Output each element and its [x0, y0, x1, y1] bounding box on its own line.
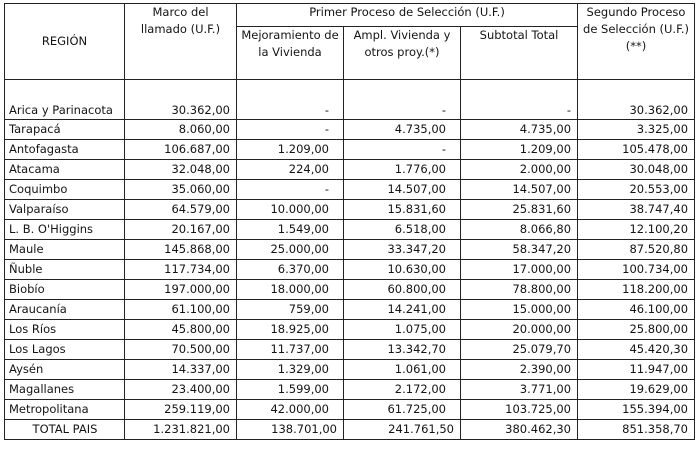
cell-subtotal: 17.000,00: [461, 260, 578, 280]
cell-marco: 61.100,00: [125, 300, 237, 320]
cell-region: Ñuble: [5, 260, 125, 280]
cell-marco: 106.687,00: [125, 140, 237, 160]
cell-mejoramiento: 42.000,00: [237, 400, 344, 420]
cell-region: Valparaíso: [5, 200, 125, 220]
cell-mejoramiento: 1.329,00: [237, 360, 344, 380]
cell-subtotal: 103.725,00: [461, 400, 578, 420]
table-row: [5, 180, 695, 200]
table-row: [5, 120, 695, 140]
table-wrapper: [4, 3, 694, 440]
table-row: [5, 140, 695, 160]
cell-mejoramiento: 224,00: [237, 160, 344, 180]
cell-mejoramiento: 18.925,00: [237, 320, 344, 340]
cell-ampliacion: 33.347,20: [344, 240, 461, 260]
table-row: [5, 320, 695, 340]
table-header: [5, 4, 695, 80]
cell-region: Los Ríos: [5, 320, 125, 340]
cell-subtotal: 58.347,20: [461, 240, 578, 260]
table-row: [5, 80, 695, 120]
cell-region: Atacama: [5, 160, 125, 180]
header-mejoramiento: Mejoramiento de la Vivienda: [237, 27, 344, 80]
cell-marco: 70.500,00: [125, 340, 237, 360]
cell-segundo: 12.100,20: [578, 220, 695, 240]
cell-mejoramiento: 759,00: [237, 300, 344, 320]
cell-region: L. B. O'Higgins: [5, 220, 125, 240]
cell-subtotal: 15.000,00: [461, 300, 578, 320]
cell-marco: 145.868,00: [125, 240, 237, 260]
cell-subtotal: 380.462,30: [461, 420, 578, 440]
header-marco: Marco del llamado (U.F.): [125, 4, 237, 80]
table-row: [5, 360, 695, 380]
cell-mejoramiento: 11.737,00: [237, 340, 344, 360]
cell-mejoramiento: -: [237, 120, 344, 140]
cell-segundo: 19.629,00: [578, 380, 695, 400]
cell-marco: 30.362,00: [125, 80, 237, 120]
cell-subtotal: -: [461, 80, 578, 120]
cell-segundo: 30.362,00: [578, 80, 695, 120]
header-ampliacion: Ampl. Vivienda y otros proy.(*): [344, 27, 461, 80]
cell-mejoramiento: 1.209,00: [237, 140, 344, 160]
cell-subtotal: 4.735,00: [461, 120, 578, 140]
cell-region: Maule: [5, 240, 125, 260]
cell-subtotal: 2.000,00: [461, 160, 578, 180]
cell-marco: 32.048,00: [125, 160, 237, 180]
cell-marco: 20.167,00: [125, 220, 237, 240]
cell-mejoramiento: 10.000,00: [237, 200, 344, 220]
cell-segundo: 20.553,00: [578, 180, 695, 200]
cell-region: Los Lagos: [5, 340, 125, 360]
cell-segundo: 118.200,00: [578, 280, 695, 300]
cell-mejoramiento: 1.549,00: [237, 220, 344, 240]
cell-mejoramiento: -: [237, 180, 344, 200]
cell-ampliacion: 61.725,00: [344, 400, 461, 420]
cell-marco: 117.734,00: [125, 260, 237, 280]
cell-segundo: 155.394,00: [578, 400, 695, 420]
cell-segundo: 3.325,00: [578, 120, 695, 140]
cell-mejoramiento: 18.000,00: [237, 280, 344, 300]
cell-marco: 8.060,00: [125, 120, 237, 140]
cell-region: Biobío: [5, 280, 125, 300]
table-row: [5, 160, 695, 180]
cell-segundo: 87.520,80: [578, 240, 695, 260]
cell-mejoramiento: 138.701,00: [237, 420, 344, 440]
table-row: [5, 200, 695, 220]
cell-subtotal: 78.800,00: [461, 280, 578, 300]
table-body: [5, 80, 695, 440]
cell-ampliacion: 1.061,00: [344, 360, 461, 380]
cell-subtotal: 3.771,00: [461, 380, 578, 400]
cell-ampliacion: 4.735,00: [344, 120, 461, 140]
cell-marco: 14.337,00: [125, 360, 237, 380]
cell-ampliacion: 2.172,00: [344, 380, 461, 400]
cell-segundo: 30.048,00: [578, 160, 695, 180]
cell-marco: 45.800,00: [125, 320, 237, 340]
cell-mejoramiento: 1.599,00: [237, 380, 344, 400]
cell-region: Araucanía: [5, 300, 125, 320]
cell-region: Tarapacá: [5, 120, 125, 140]
cell-mejoramiento: 6.370,00: [237, 260, 344, 280]
cell-marco: 259.119,00: [125, 400, 237, 420]
cell-segundo: 25.800,00: [578, 320, 695, 340]
cell-marco: 23.400,00: [125, 380, 237, 400]
cell-region: Arica y Parinacota: [5, 80, 125, 120]
cell-marco: 64.579,00: [125, 200, 237, 220]
cell-segundo: 105.478,00: [578, 140, 695, 160]
cell-subtotal: 8.066,80: [461, 220, 578, 240]
cell-subtotal: 2.390,00: [461, 360, 578, 380]
table-row-total: [5, 420, 695, 440]
cell-segundo: 11.947,00: [578, 360, 695, 380]
cell-ampliacion: 1.075,00: [344, 320, 461, 340]
cell-ampliacion: 14.507,00: [344, 180, 461, 200]
cell-subtotal: 25.831,60: [461, 200, 578, 220]
cell-region: Metropolitana: [5, 400, 125, 420]
budget-table: [4, 3, 695, 440]
header-segundo-proceso: Segundo Proceso de Selección (U.F.) (**): [578, 4, 695, 80]
header-region: REGIÓN: [5, 4, 125, 80]
cell-ampliacion: 15.831,60: [344, 200, 461, 220]
cell-segundo: 100.734,00: [578, 260, 695, 280]
cell-region: Magallanes: [5, 380, 125, 400]
cell-ampliacion: -: [344, 80, 461, 120]
cell-segundo: 38.747,40: [578, 200, 695, 220]
table-row: [5, 400, 695, 420]
cell-region: Antofagasta: [5, 140, 125, 160]
header-subtotal: Subtotal Total: [461, 27, 578, 80]
cell-subtotal: 14.507,00: [461, 180, 578, 200]
cell-segundo: 45.420,30: [578, 340, 695, 360]
table-row: [5, 220, 695, 240]
cell-segundo: 851.358,70: [578, 420, 695, 440]
table-row: [5, 280, 695, 300]
cell-ampliacion: 60.800,00: [344, 280, 461, 300]
cell-marco: 1.231.821,00: [125, 420, 237, 440]
table-row: [5, 300, 695, 320]
cell-ampliacion: 1.776,00: [344, 160, 461, 180]
cell-ampliacion: 6.518,00: [344, 220, 461, 240]
table-row: [5, 260, 695, 280]
cell-region: TOTAL PAIS: [5, 420, 125, 440]
header-primer-proceso: Primer Proceso de Selección (U.F.): [237, 4, 578, 27]
cell-segundo: 46.100,00: [578, 300, 695, 320]
cell-ampliacion: 10.630,00: [344, 260, 461, 280]
cell-marco: 197.000,00: [125, 280, 237, 300]
cell-mejoramiento: 25.000,00: [237, 240, 344, 260]
cell-marco: 35.060,00: [125, 180, 237, 200]
table-row: [5, 240, 695, 260]
table-row: [5, 380, 695, 400]
cell-ampliacion: -: [344, 140, 461, 160]
cell-ampliacion: 241.761,50: [344, 420, 461, 440]
cell-region: Coquimbo: [5, 180, 125, 200]
cell-subtotal: 20.000,00: [461, 320, 578, 340]
cell-mejoramiento: -: [237, 80, 344, 120]
cell-subtotal: 25.079,70: [461, 340, 578, 360]
cell-ampliacion: 14.241,00: [344, 300, 461, 320]
cell-ampliacion: 13.342,70: [344, 340, 461, 360]
cell-region: Aysén: [5, 360, 125, 380]
cell-subtotal: 1.209,00: [461, 140, 578, 160]
table-row: [5, 340, 695, 360]
